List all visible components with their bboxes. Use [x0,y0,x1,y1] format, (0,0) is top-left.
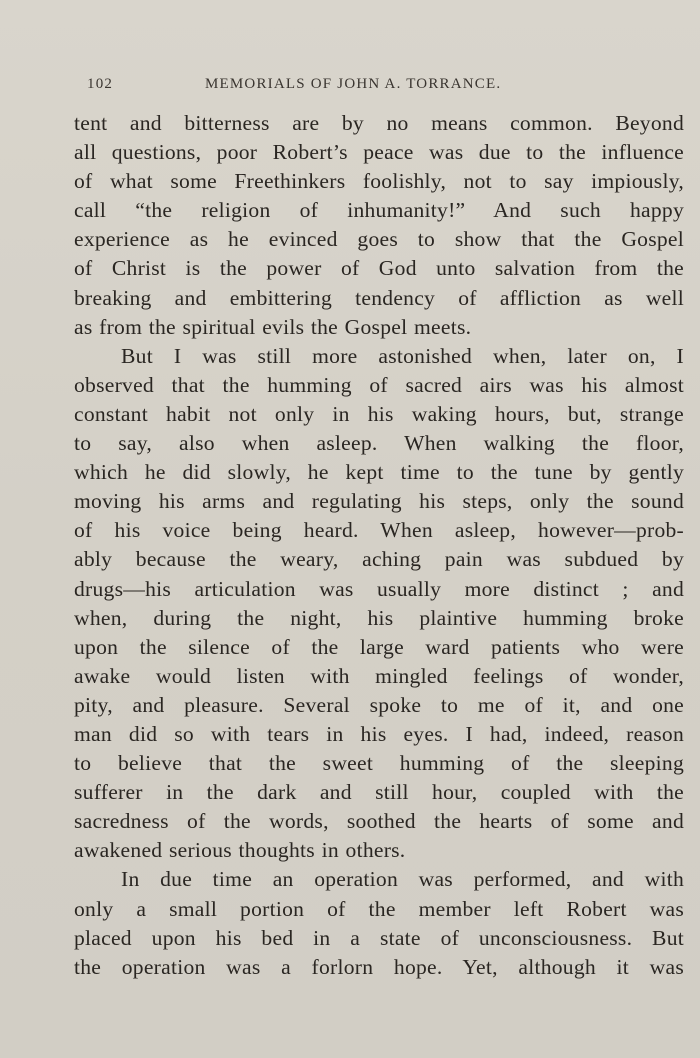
text-line: observed that the humming of sacred airs was his almost [74,372,684,397]
text-line: drugs—his articulation was usually more distinct ; and [74,576,684,601]
running-title: MEMORIALS OF JOHN A. TORRANCE. [205,76,502,92]
text-line: awakened serious thoughts in others. [74,838,406,863]
page-number: 102 [87,76,114,92]
text-line: constant habit not only in his waking hours, but, strange [74,401,684,426]
text-line: when, during the night, his plaintive humming broke [74,605,684,630]
body-text [74,109,684,982]
paragraph-1 [74,109,684,342]
text-line: pity, and pleasure. Several spoke to me of it, and one [74,692,684,717]
text-line: breaking and embittering tendency of affliction as well [74,285,684,310]
text-line: upon the silence of the large ward patients who were [74,634,684,659]
text-line: of what some Freethinkers foolishly, not to say impiously, [74,169,684,194]
running-header [87,76,549,98]
text-line: to believe that the sweet humming of the sleeping [74,751,684,776]
text-line: sacredness of the words, soothed the hearts of some and [74,809,684,834]
text-line: all questions, poor Robert’s peace was due to the influence [74,140,684,165]
text-line: In due time an operation was performed, and with [121,867,684,892]
text-line: But I was still more astonished when, later on, I [121,343,684,368]
text-line: only a small portion of the member left Robert was [74,896,684,921]
text-line: moving his arms and regulating his steps, only the sound [74,489,684,514]
text-line: placed upon his bed in a state of unconsciousness. But [74,925,684,950]
text-line: as from the spiritual evils the Gospel meets. [74,314,472,339]
text-line: tent and bitterness are by no means common. Beyond [74,111,684,135]
text-line: ably because the weary, aching pain was subdued by [74,547,684,572]
paragraph-3 [74,865,684,981]
text-line: awake would listen with mingled feelings of wonder, [74,663,684,688]
text-line: of his voice being heard. When asleep, however—prob- [74,518,684,543]
text-line: call “the religion of inhumanity!” And such happy [74,198,684,223]
paragraph-2 [74,342,684,866]
text-line: the operation was a forlorn hope. Yet, although it was [74,954,684,979]
text-line: of Christ is the power of God unto salvation from the [74,256,684,281]
text-line: experience as he evinced goes to show that the Gospel [74,227,684,252]
text-line: sufferer in the dark and still hour, coupled with the [74,780,684,805]
text-line: man did so with tears in his eyes. I had, indeed, reason [74,721,684,746]
text-line: which he did slowly, he kept time to the tune by gently [74,460,684,485]
text-line: to say, also when asleep. When walking the floor, [74,431,684,456]
